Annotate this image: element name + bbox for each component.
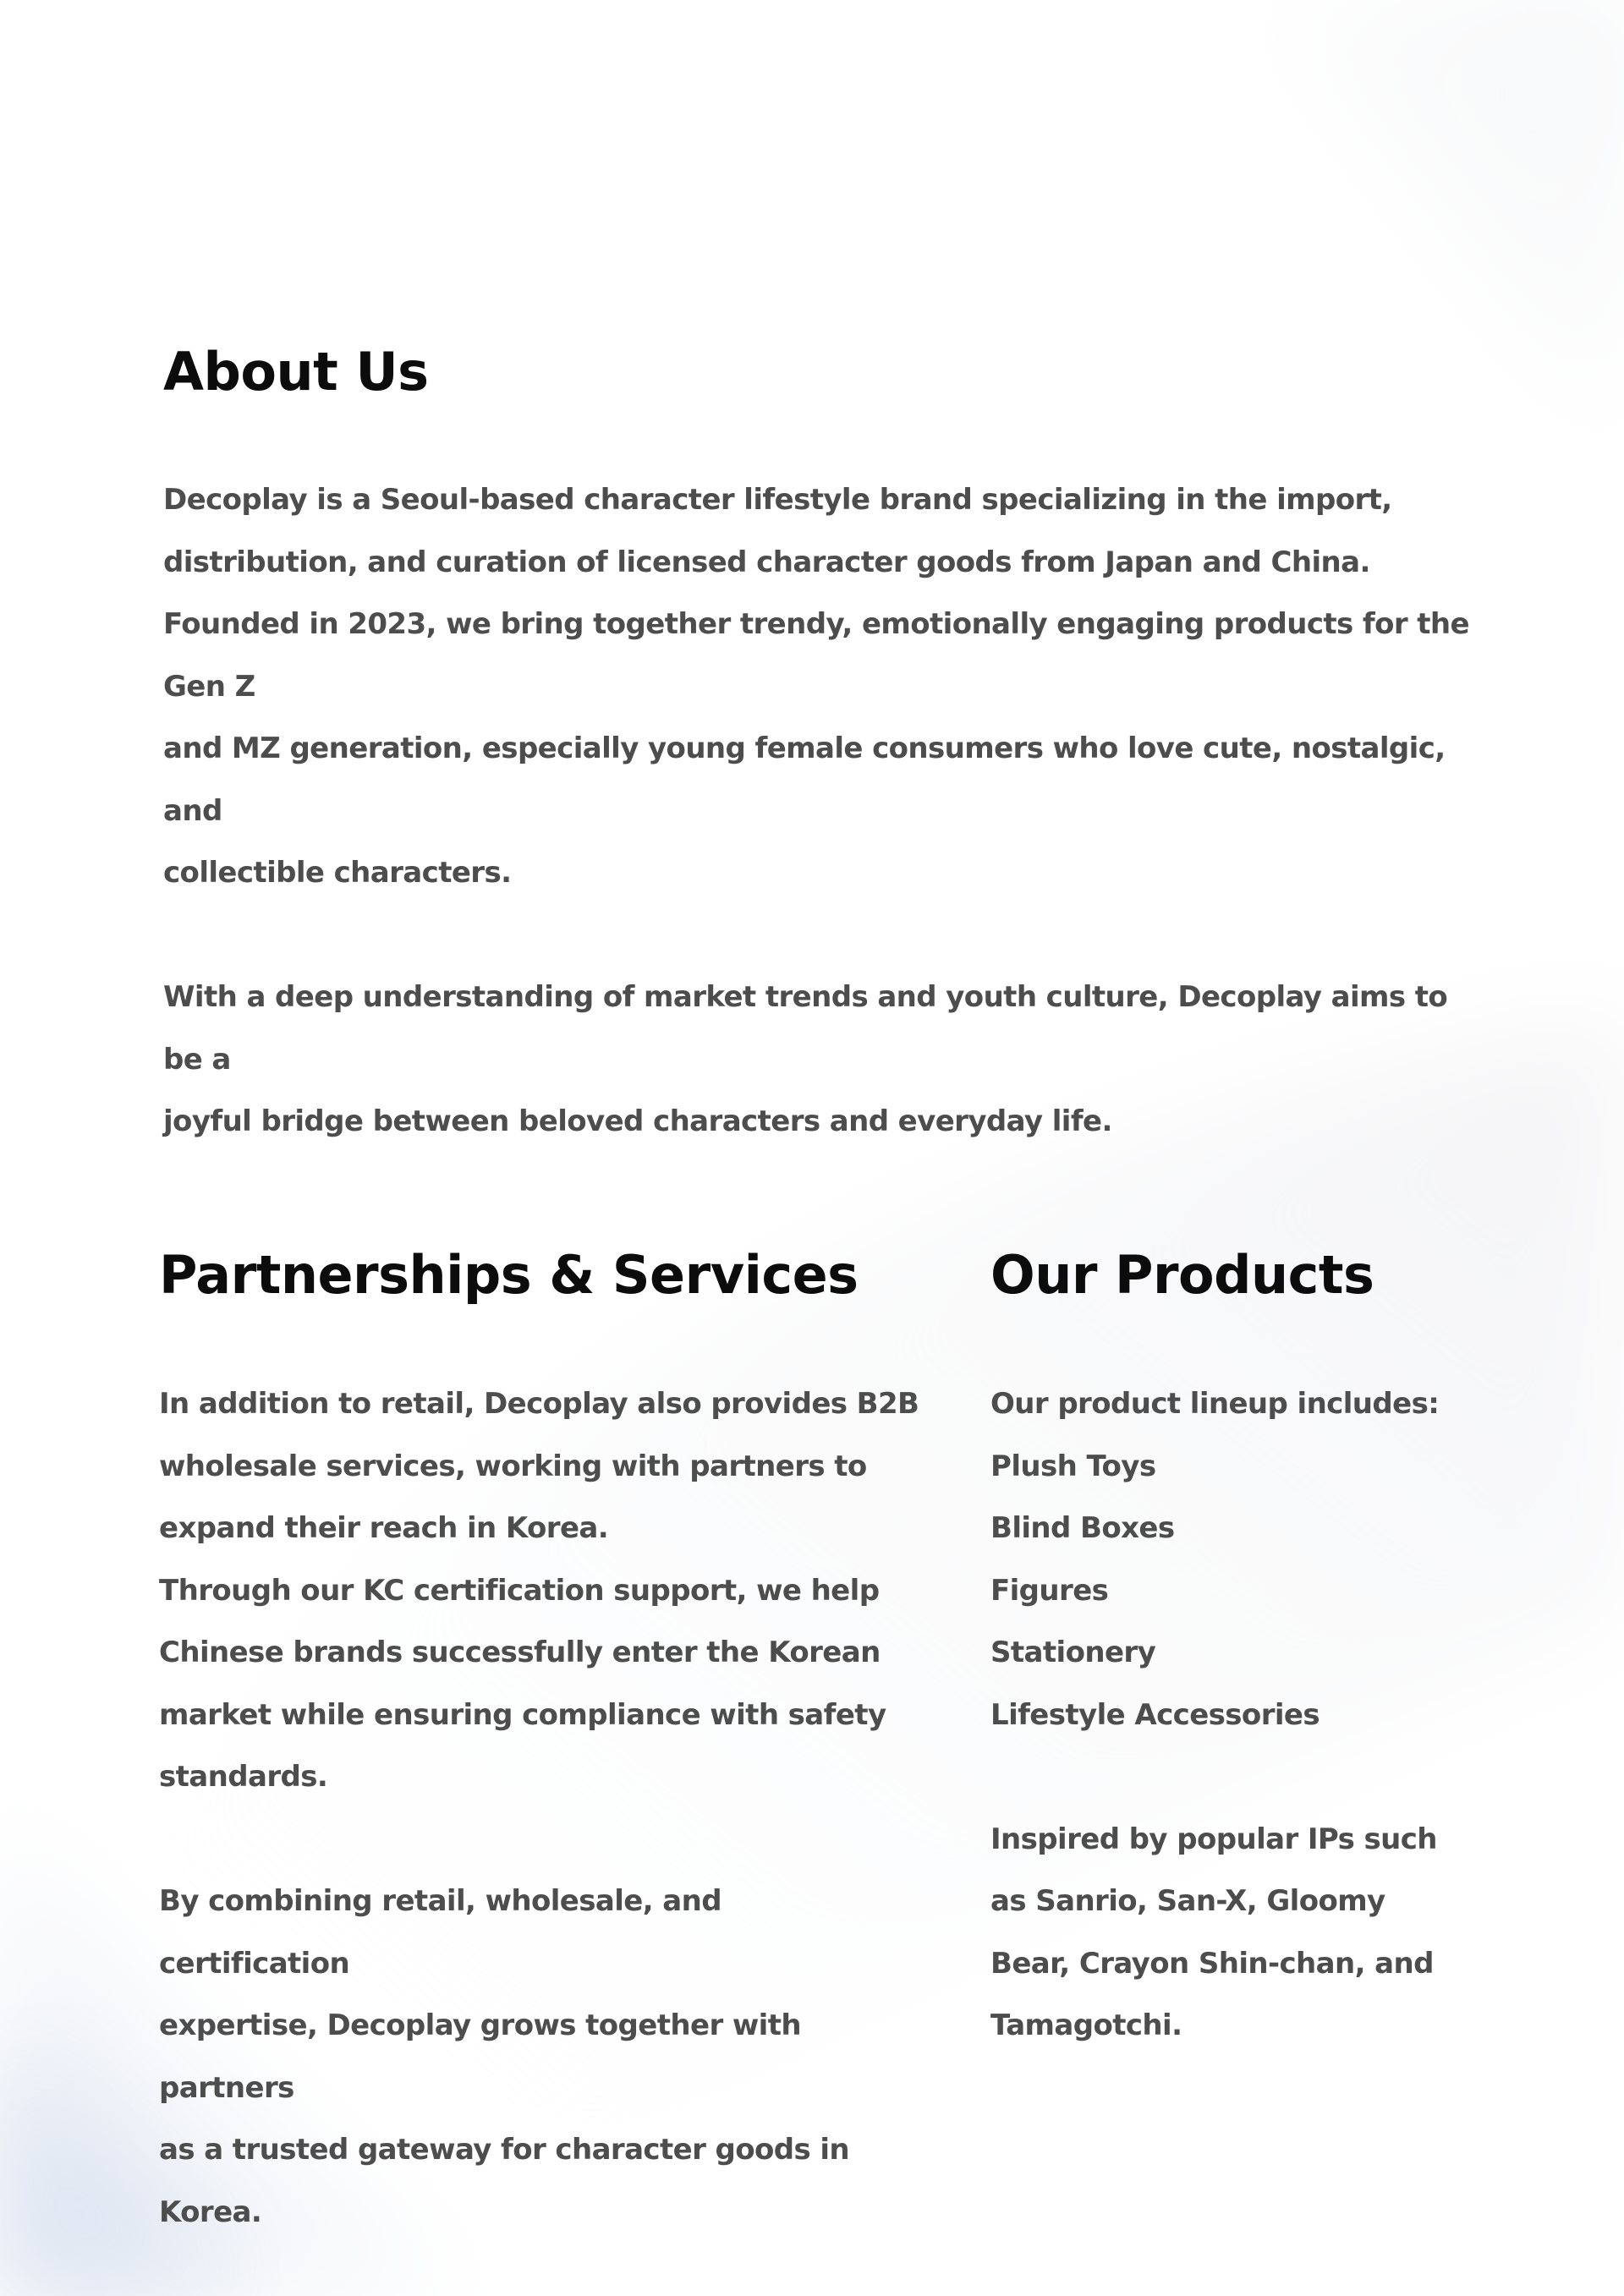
product-list <box>990 1436 1464 1747</box>
product-item: Blind Boxes <box>990 1511 1175 1545</box>
partnerships-line: wholesale services, working with partners to <box>159 1449 867 1483</box>
partnerships-line: expertise, Decoplay grows together with partners <box>159 2008 801 2105</box>
about-body <box>163 469 1483 1153</box>
about-line: With a deep understanding of market trends and youth culture, Decoplay aims to be a <box>163 980 1448 1077</box>
paragraph-gap <box>159 1809 920 1871</box>
product-item: Plush Toys <box>990 1449 1156 1483</box>
partnerships-line: By combining retail, wholesale, and certification <box>159 1884 721 1981</box>
products-inspired-line: as Sanrio, San-X, Gloomy <box>990 1884 1385 1918</box>
partnerships-line: as a trusted gateway for character goods in Korea. <box>159 2133 850 2229</box>
products-title: Our Products <box>990 1244 1374 1306</box>
products-inspired-line: Inspired by popular IPs such <box>990 1822 1437 1856</box>
product-item: Lifestyle Accessories <box>990 1697 1320 1732</box>
about-line: and MZ generation, especially young female consumers who love cute, nostalgic, and <box>163 732 1446 828</box>
partnerships-line: Chinese brands successfully enter the Korean <box>159 1636 881 1669</box>
paragraph-gap <box>163 905 1483 967</box>
partnerships-line: market while ensuring compliance with safety <box>159 1697 886 1732</box>
partnerships-title: Partnerships & Services <box>159 1244 859 1306</box>
partnerships-line: Through our KC certification support, we help <box>159 1573 880 1608</box>
partnerships-line: standards. <box>159 1760 328 1794</box>
products-intro: Our product lineup includes: <box>990 1387 1440 1421</box>
partnerships-line: expand their reach in Korea. <box>159 1511 609 1545</box>
about-title: About Us <box>163 341 429 403</box>
products-inspired-line: Bear, Crayon Shin-chan, and <box>990 1946 1434 1981</box>
about-line: collectible characters. <box>163 856 512 890</box>
about-line: Founded in 2023, we bring together trendy, emotionally engaging products for the Gen Z <box>163 607 1469 704</box>
product-item: Figures <box>990 1573 1109 1608</box>
products-inspired-line: Tamagotchi. <box>990 2008 1182 2042</box>
partnerships-line: In addition to retail, Decoplay also provides B2B <box>159 1387 919 1421</box>
about-line: Decoplay is a Seoul-based character lifestyle brand specializing in the import, <box>163 483 1392 517</box>
about-line: joyful bridge between beloved characters and everyday life. <box>163 1104 1112 1138</box>
product-item: Stationery <box>990 1636 1156 1669</box>
paragraph-gap <box>990 1746 1464 1809</box>
about-line: distribution, and curation of licensed character goods from Japan and China. <box>163 545 1370 579</box>
partnerships-body <box>159 1373 920 2244</box>
products-body <box>990 1373 1464 2058</box>
